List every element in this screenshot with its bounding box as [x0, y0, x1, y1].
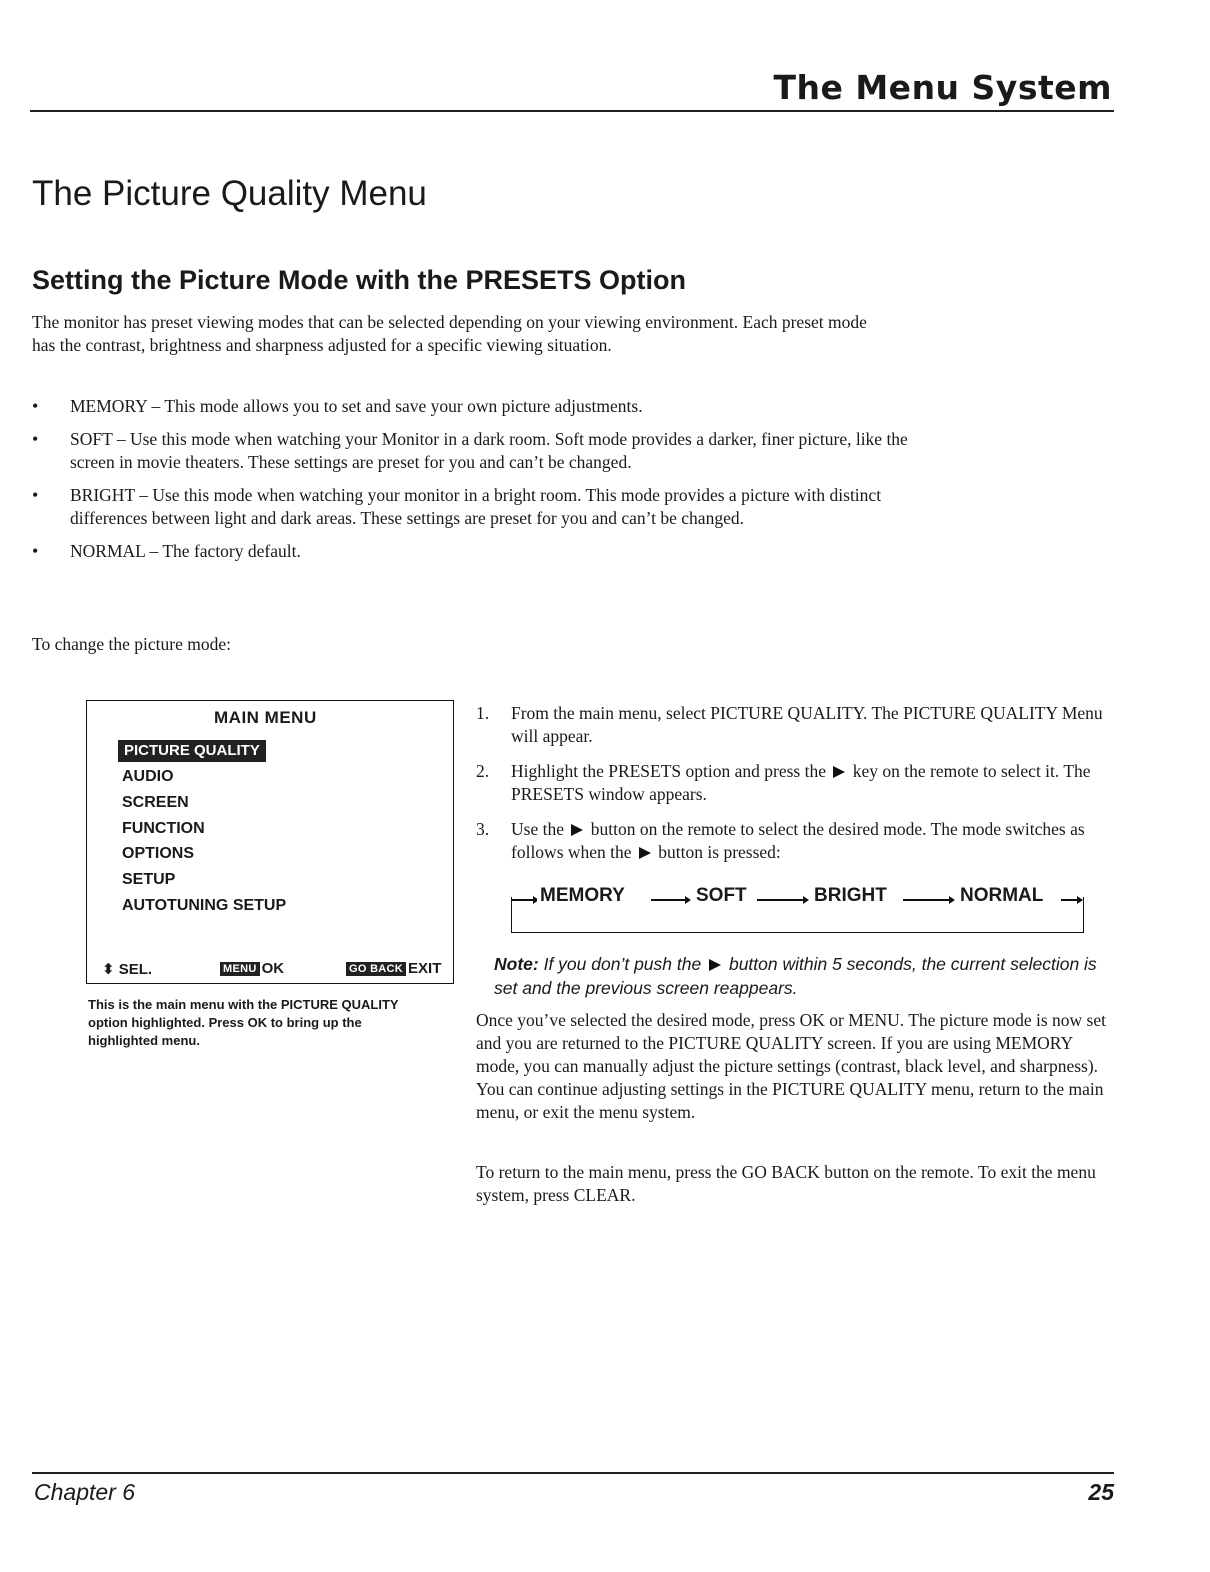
return-exit-paragraph: To return to the main menu, press the GO BACK button on the remote. To exit the menu system, press CLEAR. [476, 1162, 1096, 1205]
list-item: • MEMORY – This mode allows you to set and save your own picture adjustments. [32, 395, 912, 418]
mode-soft: SOFT [693, 885, 750, 907]
menu-exit-hint [346, 960, 441, 977]
step-text: Highlight the PRESETS option and press the [511, 761, 826, 781]
ok-label: OK [261, 960, 285, 977]
step-number: 1. [476, 703, 490, 723]
step-text: Use the [511, 819, 564, 839]
note-label: Note: [494, 954, 539, 974]
arrow-icon [511, 899, 537, 901]
step-item [476, 818, 1116, 864]
after-selection-paragraph: Once you’ve selected the desired mode, press OK or MENU. The picture mode is now set and you are returned to the PICTURE QUALITY screen. If you are using MEMORY mode, you can manually adjust the picture settings (contrast, black level, and sharpness). You can continue adjusting settings in the PICTURE QUALITY menu, return to the main menu, or exit the menu system. [476, 1010, 1106, 1122]
step-text: button on the remote to select the desired mode. The mode switches as follows when the [511, 819, 1085, 862]
mode-bright: BRIGHT [811, 885, 890, 907]
header-divider [30, 110, 1114, 112]
step-number: 3. [476, 819, 490, 839]
menu-item-audio[interactable]: AUDIO [122, 768, 174, 785]
step-text: key on the remote to select it. The PRESETS window appears. [511, 761, 1091, 804]
step-text: button is pressed: [658, 842, 781, 862]
step-number: 2. [476, 761, 490, 781]
exit-label: EXIT [408, 960, 442, 977]
arrow-icon [651, 899, 689, 901]
note [494, 952, 1104, 1000]
go-back-key-icon: GO BACK [346, 962, 406, 976]
mode-cycle-diagram [511, 885, 1081, 910]
arrow-icon [757, 899, 807, 901]
arrow-icon [1061, 899, 1081, 901]
arrow-icon [903, 899, 953, 901]
main-menu-title: MAIN MENU [214, 708, 317, 727]
intro-paragraph: The monitor has preset viewing modes that can be selected depending on your viewing environment. Each preset mode has the contrast, brightness and sharpness adjusted for a specific viewing situation. [32, 312, 867, 355]
page-number: 25 [1088, 1479, 1114, 1505]
list-item: • NORMAL – The factory default. [32, 540, 912, 563]
note-text: If you don’t push the [543, 954, 702, 974]
step-item [476, 760, 1116, 806]
menu-item-picture-quality[interactable]: PICTURE QUALITY [118, 740, 266, 762]
select-label: SEL. [118, 961, 153, 978]
menu-ok-hint [220, 960, 284, 977]
chapter-label: Chapter 6 [34, 1479, 136, 1505]
preset-mode-list [32, 395, 912, 573]
menu-item-autotuning-setup[interactable]: AUTOTUNING SETUP [122, 897, 287, 914]
right-arrow-icon [639, 847, 651, 859]
section-title: The Menu System [773, 68, 1112, 107]
subsection-title: Setting the Picture Mode with the PRESETS Option [32, 265, 687, 295]
menu-select-hint [102, 960, 152, 978]
change-mode-label: To change the picture mode: [32, 634, 231, 654]
list-item: • SOFT – Use this mode when watching your Monitor in a dark room. Soft mode provides a darker, finer picture, like the screen in movie theaters. These settings are preset for you and can’t be changed. [32, 428, 912, 474]
up-down-arrow-icon: ⬍ [102, 961, 115, 978]
right-arrow-icon [709, 959, 721, 971]
menu-item-options[interactable]: OPTIONS [122, 845, 195, 862]
mode-memory: MEMORY [537, 885, 628, 907]
right-arrow-icon [833, 766, 845, 778]
menu-item-setup[interactable]: SETUP [122, 871, 176, 888]
page-title: The Picture Quality Menu [32, 174, 427, 213]
step-text: From the main menu, select PICTURE QUALITY. The PICTURE QUALITY Menu will appear. [511, 703, 1103, 746]
menu-item-function[interactable]: FUNCTION [122, 820, 205, 837]
menu-caption: This is the main menu with the PICTURE QUALITY option highlighted. Press OK to bring up the highlighted menu. [88, 997, 399, 1048]
list-item: • BRIGHT – Use this mode when watching your monitor in a bright room. This mode provides a picture with distinct differences between light and dark areas. These settings are preset for you and can’t be changed. [32, 484, 912, 530]
note-text: button within 5 seconds, the current selection is set and the previous screen reappears. [494, 954, 1097, 998]
steps-list [476, 702, 1116, 876]
menu-key-icon: MENU [220, 962, 260, 976]
footer-divider [32, 1472, 1114, 1474]
step-item [476, 702, 1116, 748]
right-arrow-icon [571, 824, 583, 836]
mode-normal: NORMAL [957, 885, 1046, 907]
menu-item-screen[interactable]: SCREEN [122, 794, 189, 811]
